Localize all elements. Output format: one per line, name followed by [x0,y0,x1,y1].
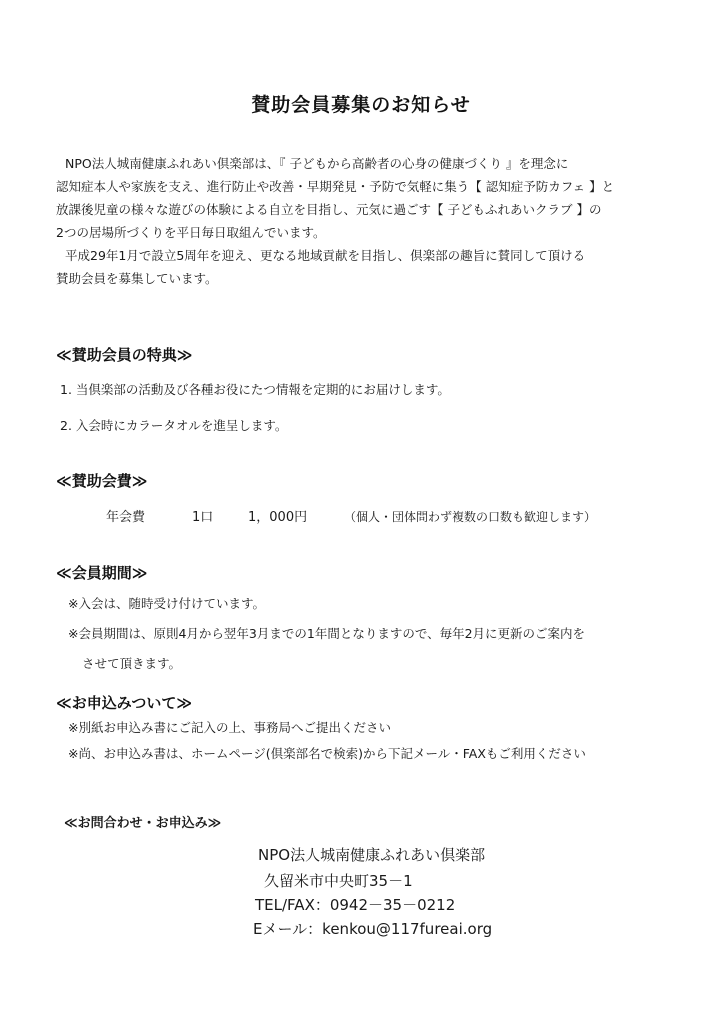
fee-note: （個人・団体問わず複数の口数も歓迎します） [344,510,597,524]
period-item: ※会員期間は、原則4月から翌年3月までの1年間となりますので、毎年2月に更新のご案内を [68,626,586,641]
period-heading: ≪会員期間≫ [56,564,148,582]
benefit-item: 2. 入会時にカラータオルを進呈します。 [60,418,288,433]
fee-line [106,506,596,525]
page-title: 賛助会員募集のお知らせ [251,94,471,116]
contact-heading: ≪お問合わせ・お申込み≫ [64,816,222,831]
application-item: ※別紙お申込み書にご記入の上、事務局へご提出ください [68,720,391,735]
intro-line: 認知症本人や家族を支え、進行防止や改善・早期発見・予防で気軽に集う【 認知症予防カフェ 】と [56,179,615,194]
fee-amount: 1，000円 [248,510,308,525]
benefits-heading: ≪賛助会員の特典≫ [56,346,193,364]
fee-heading: ≪賛助会費≫ [56,472,148,490]
intro-line: 賛助会員を募集しています。 [56,271,218,286]
application-item: ※尚、お申込み書は、ホームページ(倶楽部名で検索)から下記メール・FAXもご利用ください [68,746,586,761]
contact-tel: TEL/FAX：0942－35－0212 [255,896,456,914]
contact-email: Eメール：kenkou@117fureai.org [253,920,493,938]
fee-label: 年会費 [106,510,146,525]
intro-line: 平成29年1月で設立5周年を迎え、更なる地域貢献を目指し、倶楽部の趣旨に賛同して頂ける [65,248,586,263]
intro-line: 2つの居場所づくりを平日毎日取組んでいます。 [56,225,326,240]
intro-paragraph [56,152,696,290]
period-item: させて頂きます。 [82,656,182,671]
application-heading: ≪お申込みついて≫ [56,694,193,712]
intro-line: 放課後児童の様々な遊びの体験による自立を目指し、元気に過ごす【 子どもふれあいクラブ 】の [56,202,602,217]
intro-line: NPO法人城南健康ふれあい倶楽部は、『 子どもから高齢者の心身の健康づくり 』を理念に [65,156,569,171]
contact-address: 久留米市中央町35－1 [264,872,413,890]
contact-org: NPO法人城南健康ふれあい倶楽部 [258,846,486,864]
period-item: ※入会は、随時受け付けています。 [68,596,265,611]
benefit-item: 1. 当倶楽部の活動及び各種お役にたつ情報を定期的にお届けします。 [60,382,450,397]
fee-unit: 1口 [192,510,214,525]
